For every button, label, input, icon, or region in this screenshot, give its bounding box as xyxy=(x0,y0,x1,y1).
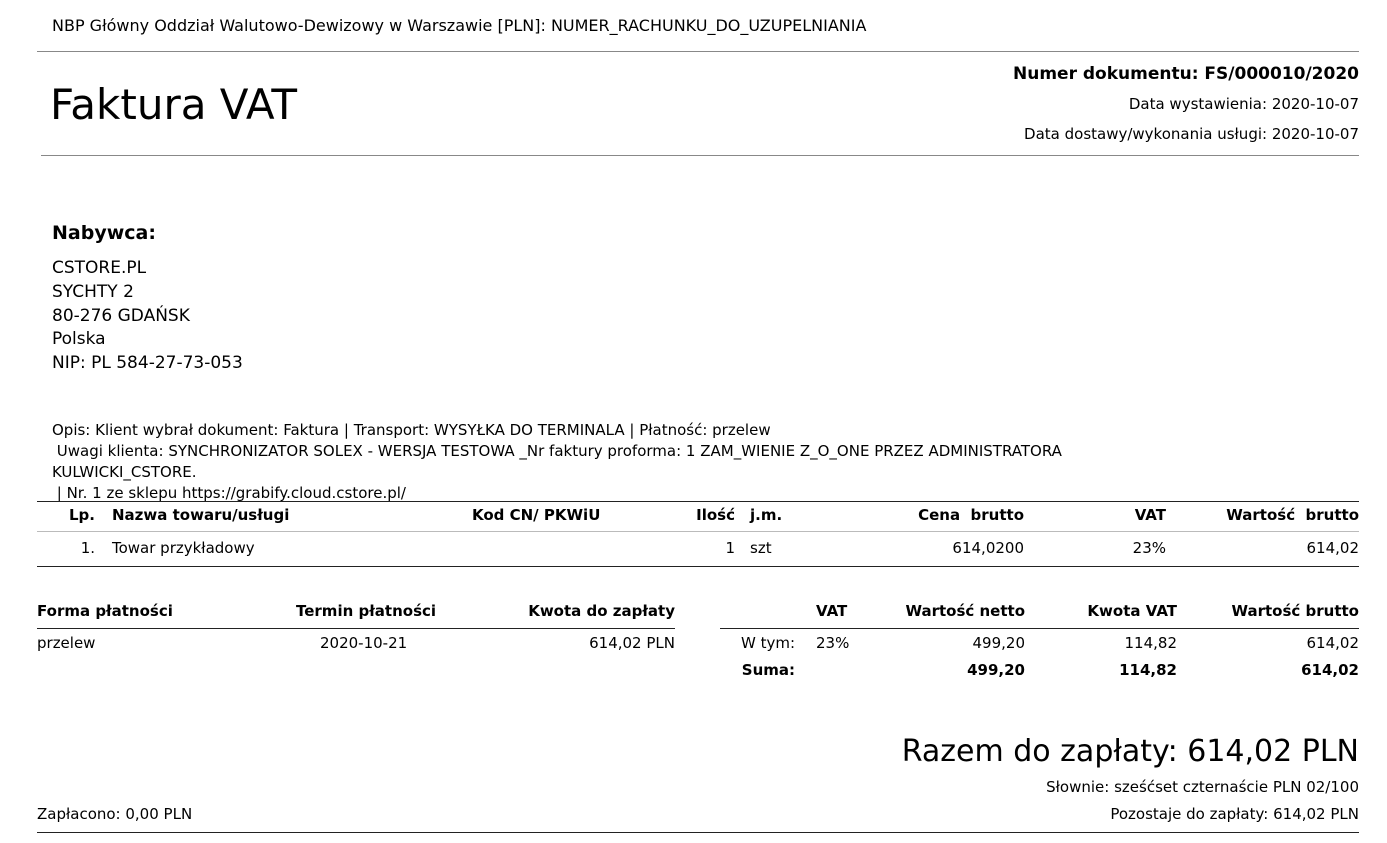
payment-header-divider xyxy=(37,628,675,629)
items-header-price: Cena brutto xyxy=(918,506,1024,524)
vat-sum-amount: 114,82 xyxy=(1119,661,1177,679)
delivery-date: Data dostawy/wykonania usługi: 2020-10-07 xyxy=(1024,125,1359,143)
vat-header-divider xyxy=(720,628,1359,629)
buyer-country: Polska xyxy=(52,329,106,349)
total-in-words: Słownie: sześćset czternaście PLN 02/100 xyxy=(1046,778,1359,796)
payment-header-amount: Kwota do zapłaty xyxy=(528,602,675,620)
item-unit: szt xyxy=(750,539,772,557)
items-header-divider xyxy=(37,531,1359,532)
document-title: Faktura VAT xyxy=(50,80,297,129)
item-lp: 1. xyxy=(80,539,95,557)
items-header-qty: Ilość xyxy=(696,506,735,524)
vat-header-rate: VAT xyxy=(816,602,848,620)
payment-method: przelew xyxy=(37,634,96,652)
vat-row-amount: 114,82 xyxy=(1124,634,1177,652)
buyer-heading: Nabywca: xyxy=(52,222,156,244)
buyer-name: CSTORE.PL xyxy=(52,258,147,278)
item-qty: 1 xyxy=(725,539,735,557)
vat-sum-net: 499,20 xyxy=(967,661,1025,679)
payment-header-method: Forma płatności xyxy=(37,602,173,620)
issue-date: Data wystawienia: 2020-10-07 xyxy=(1128,95,1359,113)
items-header-code: Kod CN/ PKWiU xyxy=(472,506,601,524)
payment-due-date: 2020-10-21 xyxy=(320,634,408,652)
buyer-city: 80-276 GDAŃSK xyxy=(52,306,190,326)
header-divider-bottom xyxy=(41,155,1359,156)
vat-header-amount: Kwota VAT xyxy=(1087,602,1177,620)
description-line-1: Opis: Klient wybrał dokument: Faktura | Transport: WYSYŁKA DO TERMINALA | Płatność: przelew xyxy=(52,421,771,439)
payment-amount: 614,02 PLN xyxy=(589,634,675,652)
items-table-top-border xyxy=(37,501,1359,502)
items-header-name: Nazwa towaru/usługi xyxy=(112,506,290,524)
header-divider-top xyxy=(37,51,1359,52)
item-price: 614,0200 xyxy=(952,539,1024,557)
description-line-4: | Nr. 1 ze sklepu https://grabify.cloud.cstore.pl/ xyxy=(52,484,406,502)
items-header-value: Wartość brutto xyxy=(1226,506,1359,524)
items-table-bottom-border xyxy=(37,566,1359,567)
payment-header-due: Termin płatności xyxy=(296,602,437,620)
vat-row-net: 499,20 xyxy=(972,634,1025,652)
item-vat: 23% xyxy=(1132,539,1166,557)
description-line-3: KULWICKI_CSTORE. xyxy=(52,463,197,481)
item-value: 614,02 xyxy=(1306,539,1359,557)
total-remaining: Pozostaje do zapłaty: 614,02 PLN xyxy=(1110,805,1359,823)
document-number: Numer dokumentu: FS/000010/2020 xyxy=(1013,64,1359,84)
total-paid: Zapłacono: 0,00 PLN xyxy=(37,805,193,823)
vat-row-gross: 614,02 xyxy=(1306,634,1359,652)
vat-header-net: Wartość netto xyxy=(905,602,1025,620)
footer-divider xyxy=(37,832,1359,833)
item-name: Towar przykładowy xyxy=(112,539,255,557)
vat-header-gross: Wartość brutto xyxy=(1231,602,1359,620)
vat-sum-gross: 614,02 xyxy=(1301,661,1359,679)
total-to-pay: Razem do zapłaty: 614,02 PLN xyxy=(901,734,1359,769)
items-header-unit: j.m. xyxy=(750,506,783,524)
buyer-nip: NIP: PL 584-27-73-053 xyxy=(52,353,243,373)
vat-row-rate: 23% xyxy=(816,634,850,652)
description-line-2: Uwagi klienta: SYNCHRONIZATOR SOLEX - WERSJA TESTOWA _Nr faktury proforma: 1 ZAM_WIENIE Z_O_ONE PRZEZ ADMINISTRATORA xyxy=(52,442,1062,460)
vat-row-label: W tym: xyxy=(741,634,796,652)
items-header-vat: VAT xyxy=(1134,506,1166,524)
vat-sum-label: Suma: xyxy=(741,661,795,679)
items-header-lp: Lp. xyxy=(69,506,95,524)
buyer-street: SYCHTY 2 xyxy=(52,282,134,302)
bank-account-line: NBP Główny Oddział Walutowo-Dewizowy w Warszawie [PLN]: NUMER_RACHUNKU_DO_UZUPELNIANIA xyxy=(52,16,867,35)
